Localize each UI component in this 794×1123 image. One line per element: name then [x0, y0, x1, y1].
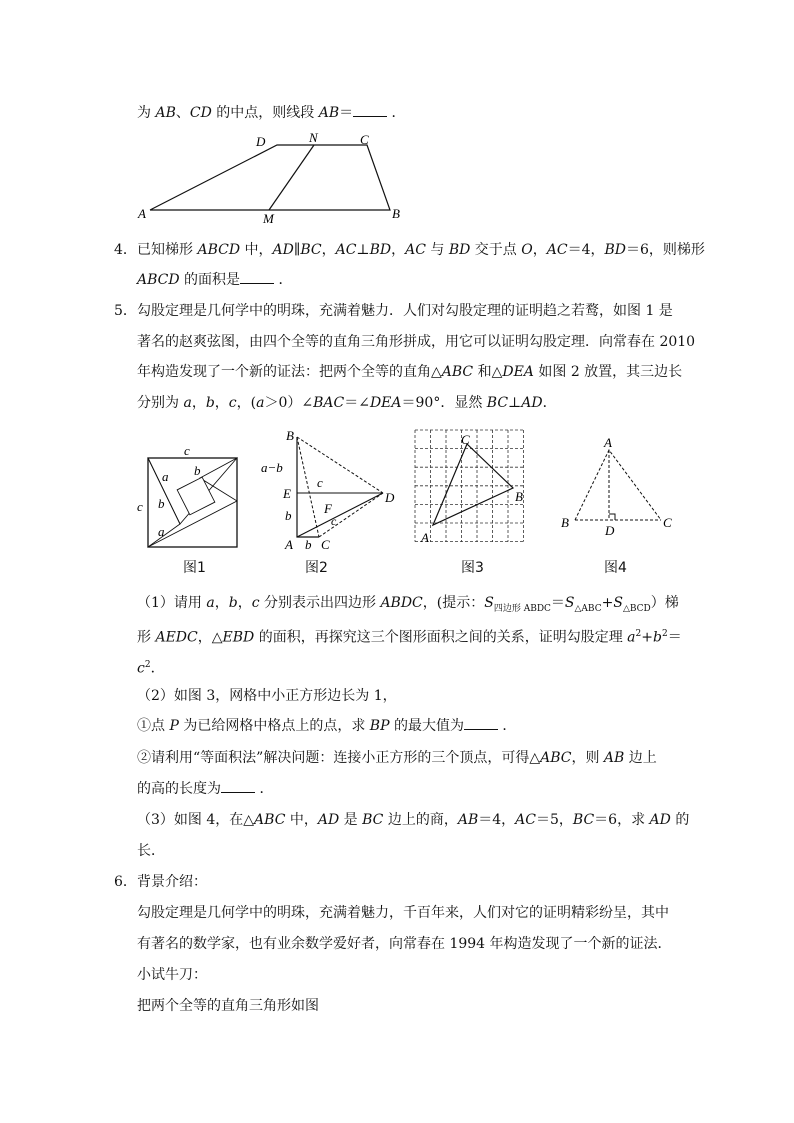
text: 、	[175, 105, 190, 121]
trapezoid-outline	[150, 145, 390, 210]
question-number: 6．	[114, 874, 137, 890]
label-a: a	[158, 524, 165, 539]
label-c: c	[184, 443, 190, 458]
math: AB	[155, 105, 176, 121]
superscript: 2	[635, 629, 642, 639]
label-d: D	[605, 523, 615, 538]
math: a	[206, 595, 215, 611]
text: ，	[321, 242, 336, 258]
p1-line3	[137, 655, 165, 679]
q5-line3	[137, 362, 682, 382]
text: ．	[497, 718, 517, 734]
label-b: b	[158, 496, 165, 511]
text: 如图 2 放置，其三边长	[533, 364, 683, 380]
math: BAC	[313, 395, 345, 411]
text: 的最大值为	[389, 718, 464, 734]
text: 年构造发现了一个新的证法：把两个全等的直角△	[137, 364, 442, 380]
text: ，△	[197, 629, 223, 646]
text: 与	[425, 242, 449, 258]
text: 边上	[624, 750, 657, 766]
math: AC	[405, 242, 426, 258]
text: ．	[387, 105, 406, 121]
math: AB	[318, 105, 340, 121]
q5-line4	[137, 393, 557, 413]
triangle-abc	[433, 444, 513, 525]
inner-square	[177, 477, 215, 515]
text: （3）如图 4，在△	[137, 812, 255, 828]
math: AD	[521, 395, 543, 411]
text: 交于点	[470, 242, 522, 258]
math: ABC	[441, 364, 474, 380]
label-e: E	[283, 486, 291, 501]
text: 分别表示出四边形	[259, 595, 381, 611]
label-b: B	[286, 428, 294, 443]
superscript: 2	[661, 629, 668, 639]
text: ⊥	[508, 395, 522, 411]
math: ABC	[540, 750, 572, 766]
math: CD	[189, 105, 212, 121]
label-f: F	[324, 501, 332, 516]
text: ＝	[339, 105, 354, 121]
math: b	[205, 395, 215, 411]
caption-fig2: 图2	[305, 560, 328, 576]
answer-blank	[221, 780, 255, 793]
math: c	[228, 395, 237, 411]
text: （1）请用	[137, 595, 207, 611]
math: ABCD	[137, 272, 180, 288]
text: ∥	[293, 242, 301, 258]
math: ABC	[254, 812, 286, 828]
math: c	[137, 660, 145, 677]
label-a: A	[604, 437, 612, 450]
text: ．	[274, 272, 293, 288]
math: BC	[486, 395, 509, 411]
label-a: A	[421, 530, 429, 545]
label-b: B	[392, 206, 400, 221]
math: AD	[317, 812, 340, 828]
math: a	[627, 629, 636, 646]
text: 的面积，再探究这三个图形面积之间的关系，证明勾股定理	[254, 629, 628, 646]
text: ＝4，	[567, 242, 605, 258]
segment-bc	[297, 437, 319, 537]
q4-line2	[137, 270, 293, 290]
text: ⊥	[356, 242, 370, 258]
p2-a	[137, 716, 516, 736]
math: BD	[369, 242, 392, 258]
text: ．	[255, 781, 274, 797]
text: ，(提示：	[422, 595, 485, 611]
math: b	[228, 595, 238, 611]
q3-tail-line	[137, 103, 406, 123]
label-a-minus-b: a−b	[261, 460, 283, 475]
label-c: c	[331, 514, 337, 528]
subscript: 四边形 ABDC	[493, 603, 551, 614]
segment-bd	[297, 437, 383, 493]
text: 中，	[285, 812, 318, 828]
q6-line4: 小试牛刀：	[137, 967, 207, 983]
math: c	[251, 595, 260, 611]
text: 的高的长度为	[137, 781, 221, 797]
label-c: C	[461, 432, 470, 447]
text: ＝90°．显然	[401, 395, 487, 411]
text: ，	[214, 595, 229, 611]
segment-mn	[269, 145, 314, 210]
question-number: 5．	[114, 303, 137, 319]
text: 中，	[240, 242, 273, 258]
math: AD	[272, 242, 294, 258]
caption-fig1: 图1	[183, 560, 206, 576]
label-b: b	[194, 463, 201, 478]
p2-line1: （2）如图 3，网格中小正方形边长为 1，	[137, 688, 397, 704]
answer-blank	[464, 717, 498, 730]
math: S	[564, 595, 575, 611]
text: ＝∠	[344, 395, 370, 411]
text: ＝6，求	[594, 812, 650, 828]
text: +	[641, 629, 653, 646]
math: P	[169, 718, 179, 734]
math: a	[256, 395, 265, 411]
subscript: △BCD	[622, 603, 651, 614]
figure3-grid	[405, 425, 535, 550]
text: ，则	[571, 750, 604, 766]
math: b	[652, 629, 662, 646]
math: S	[484, 595, 494, 611]
label-c: c	[137, 499, 143, 514]
triangle-sides	[575, 450, 661, 520]
label-c: C	[360, 132, 369, 147]
math: a	[183, 395, 192, 411]
label-c: C	[321, 537, 330, 552]
math: AC	[515, 812, 536, 828]
q5-line2: 著名的赵爽弦图，由四个全等的直角三角形拼成，用它可以证明勾股定理．向常春在 2010	[137, 334, 696, 350]
label-a: A	[285, 537, 293, 552]
p2-b1	[137, 748, 657, 768]
label-c: C	[663, 515, 672, 530]
math: BC	[362, 812, 384, 828]
figure4	[555, 437, 685, 542]
text: ，	[237, 595, 252, 611]
answer-blank	[240, 271, 274, 284]
trapezoid-figure	[130, 128, 420, 228]
text: 的中点，则线段	[211, 105, 319, 121]
text: 形	[137, 629, 156, 646]
text: ，	[191, 395, 206, 411]
text: ＝4，	[478, 812, 516, 828]
segment-ad	[297, 493, 383, 537]
q6-line1: 背景介绍：	[137, 874, 207, 890]
p3-line2: 长．	[137, 843, 165, 859]
p1-line1	[137, 593, 679, 619]
text: ，	[391, 242, 406, 258]
label-d: D	[256, 134, 266, 149]
math: AB	[603, 750, 625, 766]
answer-blank	[353, 104, 387, 117]
text: 的面积是	[179, 272, 241, 288]
p1-line2	[137, 624, 682, 648]
caption-fig4: 图4	[604, 560, 627, 576]
subscript: △ABC	[574, 603, 602, 614]
math: EBD	[222, 629, 255, 646]
math: ABCD	[197, 242, 241, 258]
text: ②请利用“等面积法”解决问题：连接小正方形的三个顶点，可得△	[137, 750, 541, 766]
text: ）梯	[650, 595, 679, 611]
math: DEA	[369, 395, 402, 411]
text: ＞0）∠	[264, 395, 314, 411]
text: ＝5，	[535, 812, 573, 828]
math: S	[613, 595, 623, 611]
math: AD	[649, 812, 671, 828]
q6-line5: 把两个全等的直角三角形如图	[137, 998, 319, 1014]
text: 分别为	[137, 395, 184, 411]
text: ＝	[550, 595, 565, 611]
figure1-zhaoshuang	[130, 440, 245, 555]
label-b: B	[515, 489, 523, 504]
text: ，	[532, 242, 547, 258]
right-angle-mark	[609, 514, 615, 520]
text: 的	[670, 812, 690, 828]
text: ①点	[137, 718, 170, 734]
label-a: A	[138, 206, 146, 221]
text: ＝6，则梯形	[626, 242, 705, 258]
q6-line2: 勾股定理是几何学中的明珠，充满着魅力，千百年来，人们对它的证明精彩纷呈，其中	[137, 905, 669, 921]
math: AC	[546, 242, 568, 258]
figure2	[255, 425, 400, 555]
p2-b2	[137, 779, 273, 799]
math: BD	[448, 242, 471, 258]
text: ．	[150, 660, 165, 677]
text: ．	[542, 395, 557, 411]
text: +	[601, 595, 614, 611]
text: 是	[339, 812, 363, 828]
math: AC	[335, 242, 357, 258]
text: ，	[214, 395, 229, 411]
math: BD	[604, 242, 627, 258]
label-b: b	[285, 508, 292, 523]
question-number: 4．	[114, 242, 137, 258]
text: ，(	[236, 395, 257, 411]
math: O	[521, 242, 533, 258]
text: 已知梯形	[137, 242, 198, 258]
q4-line1	[137, 240, 705, 260]
label-a: a	[162, 469, 169, 484]
text: 为	[137, 105, 156, 121]
text: ＝	[667, 629, 682, 646]
label-b: b	[305, 537, 312, 552]
label-n: N	[309, 130, 318, 145]
label-b: B	[561, 515, 569, 530]
math: BC	[572, 812, 595, 828]
label-m: M	[263, 211, 274, 226]
q6-line3: 有著名的数学家，也有业余数学爱好者，向常春在 1994 年构造发现了一个新的证法．	[137, 936, 672, 952]
text: 边上的商，	[383, 812, 458, 828]
math: AB	[457, 812, 479, 828]
text: 和△	[473, 364, 503, 380]
math: AEDC	[155, 629, 198, 646]
math: DEA	[502, 364, 534, 380]
q5-line1: 勾股定理是几何学中的明珠，充满着魅力．人们对勾股定理的证明趋之若鹜，如图 1 是	[137, 303, 673, 319]
caption-fig3: 图3	[461, 560, 484, 576]
superscript: 2	[144, 660, 151, 670]
text: 为已给网格中格点上的点，求	[178, 718, 370, 734]
math: ABDC	[380, 595, 423, 611]
math: BP	[369, 718, 390, 734]
p3-line1	[137, 810, 689, 830]
label-c: c	[317, 475, 323, 490]
math: BC	[300, 242, 322, 258]
label-d: D	[385, 490, 395, 505]
